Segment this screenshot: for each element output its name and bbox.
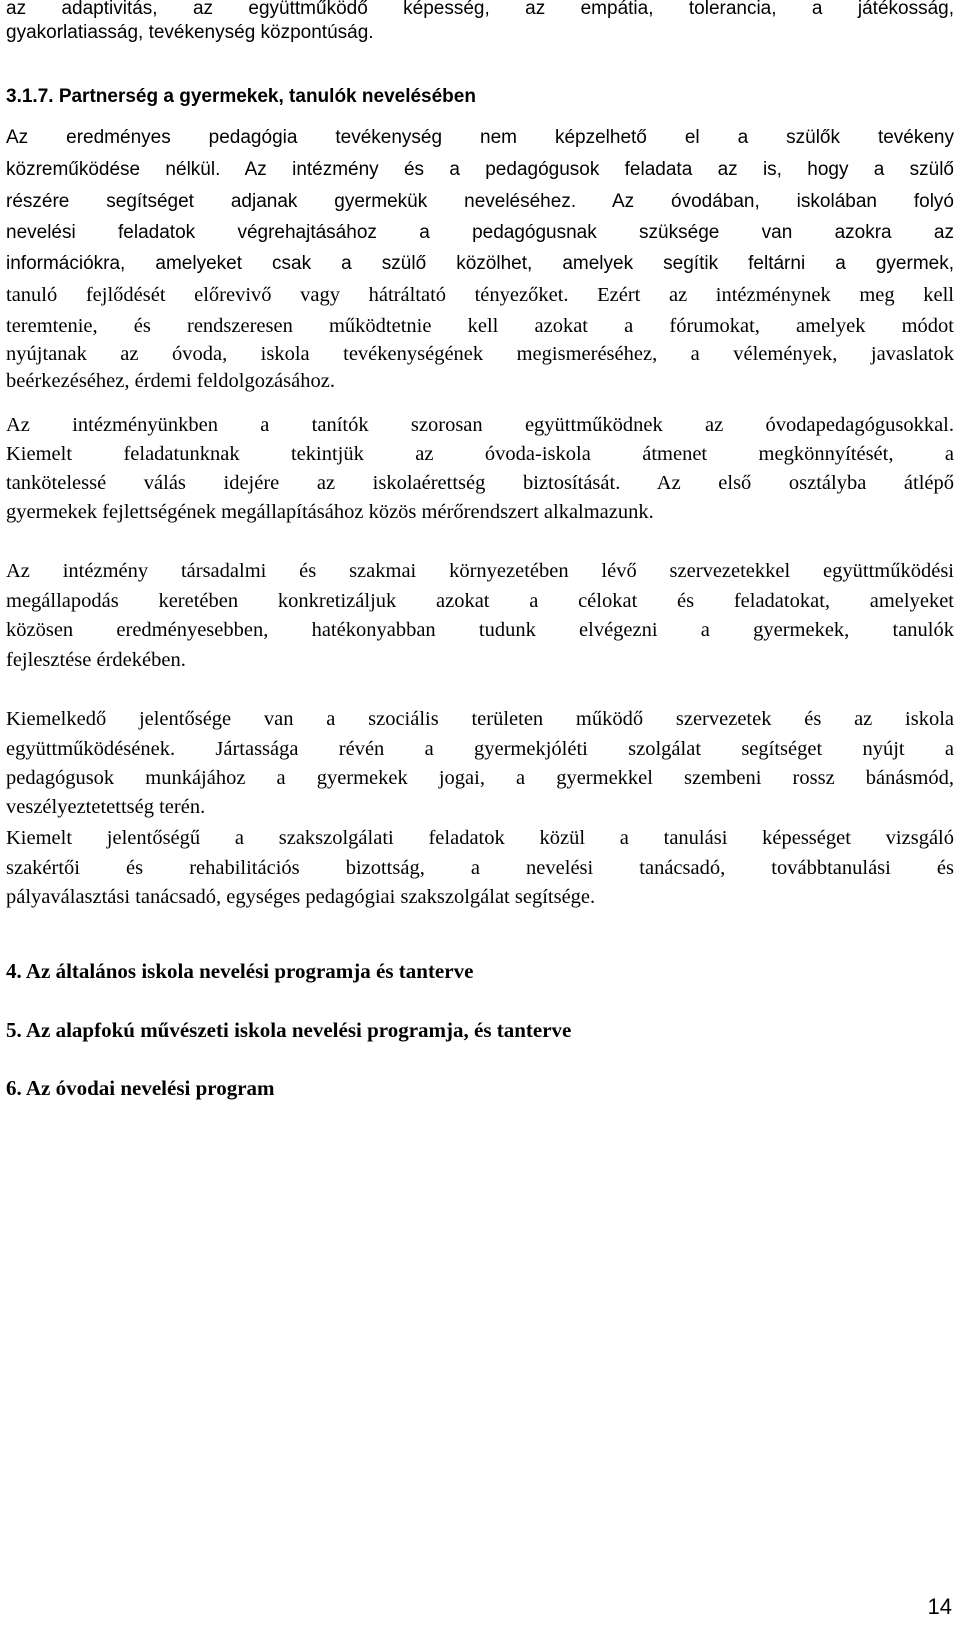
para3-line-4: fejlesztése érdekében. bbox=[6, 649, 186, 671]
para1-line-6: tanuló fejlődését előrevivő vagy hátráltató tényezőket. Ezért az intézménynek meg kell bbox=[6, 284, 954, 306]
para4-line-1: Kiemelkedő jelentősége van a szociális területen működő szervezetek és az iskola bbox=[6, 708, 954, 730]
para1-line-1: Az eredményes pedagógia tevékenység nem képzelhető el a szülők tevékeny bbox=[6, 127, 954, 148]
intro-line-2: gyakorlatiasság, tevékenység központúság. bbox=[6, 22, 374, 43]
para3-line-1: Az intézmény társadalmi és szakmai környezetében lévő szervezetekkel együttműködési bbox=[6, 560, 954, 582]
heading-section-4: 4. Az általános iskola nevelési programja és tanterve bbox=[6, 959, 474, 983]
para2-line-4: gyermekek fejlettségének megállapításához közös mérőrendszert alkalmazunk. bbox=[6, 501, 654, 523]
para1-line-3: részére segítséget adjanak gyermekük neveléséhez. Az óvodában, iskolában folyó bbox=[6, 191, 954, 212]
para3-line-3: közösen eredményesebben, hatékonyabban tudunk elvégezni a gyermekek, tanulók bbox=[6, 619, 954, 641]
para1-line-5: információkra, amelyeket csak a szülő közölhet, amelyek segítik feltárni a gyermek, bbox=[6, 253, 954, 274]
intro-line-1: az adaptivitás, az együttműködő képesség, az empátia, tolerancia, a játékosság, bbox=[6, 0, 954, 19]
para4-line-2: együttműködésének. Jártassága révén a gyermekjóléti szolgálat segítséget nyújt a bbox=[6, 738, 954, 760]
para1-line-9: beérkezéséhez, érdemi feldolgozásához. bbox=[6, 370, 335, 392]
para2-line-2: Kiemelt feladatunknak tekintjük az óvoda-iskola átmenet megkönnyítését, a bbox=[6, 443, 954, 465]
para2-line-1: Az intézményünkben a tanítók szorosan együttműködnek az óvodapedagógusokkal. bbox=[6, 414, 954, 436]
heading-section-5: 5. Az alapfokú művészeti iskola nevelési programja, és tanterve bbox=[6, 1018, 572, 1042]
para5-line-1: Kiemelt jelentőségű a szakszolgálati feladatok közül a tanulási képességet vizsgáló bbox=[6, 827, 954, 849]
para4-line-3: pedagógusok munkájához a gyermekek jogai, a gyermekkel szembeni rossz bánásmód, bbox=[6, 767, 954, 789]
para2-line-3: tankötelessé válás idejére az iskolaérettség biztosítását. Az első osztályba átlépő bbox=[6, 472, 954, 494]
para1-line-8: nyújtanak az óvoda, iskola tevékenységének megismeréséhez, a vélemények, javaslatok bbox=[6, 343, 954, 365]
page-number: 14 bbox=[927, 1594, 952, 1619]
section-heading-317: 3.1.7. Partnerség a gyermekek, tanulók nevelésében bbox=[6, 86, 476, 107]
para4-line-4: veszélyeztetettség terén. bbox=[6, 796, 206, 818]
para1-line-4: nevelési feladatok végrehajtásához a pedagógusnak szüksége van azokra az bbox=[6, 222, 954, 243]
para5-line-2: szakértői és rehabilitációs bizottság, a nevelési tanácsadó, továbbtanulási és bbox=[6, 857, 954, 879]
para5-line-3: pályaválasztási tanácsadó, egységes pedagógiai szakszolgálat segítsége. bbox=[6, 886, 596, 908]
para1-line-7: teremtenie, és rendszeresen működtetnie kell azokat a fórumokat, amelyek módot bbox=[6, 315, 954, 337]
heading-section-6: 6. Az óvodai nevelési program bbox=[6, 1076, 275, 1100]
para3-line-2: megállapodás keretében konkretizáljuk azokat a célokat és feladatokat, amelyeket bbox=[6, 590, 954, 612]
para1-line-2: közreműködése nélkül. Az intézmény és a pedagógusok feladata az is, hogy a szülő bbox=[6, 159, 954, 180]
